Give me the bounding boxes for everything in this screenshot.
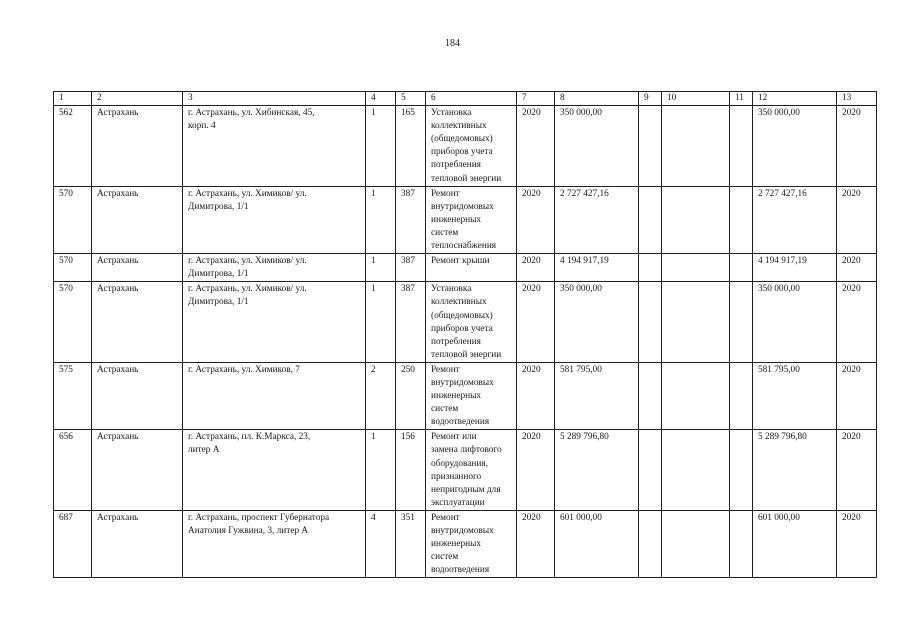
cell-cost-total: 601 000,00: [555, 510, 639, 577]
cell-work-type: Ремонт или замена лифтового оборудования, признанного непригодным для эксплуатации: [426, 430, 517, 511]
column-number: 9: [639, 92, 662, 106]
cell-category: 2: [366, 362, 396, 429]
column-number: 13: [837, 92, 877, 106]
table-row: [54, 282, 877, 363]
cell-municipality: Астрахань: [92, 254, 183, 282]
cell-address: г. Астрахань, ул. Хибинская, 45, корп. 4: [183, 106, 366, 187]
cell-completion-year: 2020: [837, 510, 877, 577]
cell-area: 387: [396, 254, 426, 282]
cell-completion-year: 2020: [837, 106, 877, 187]
cell-category: 1: [366, 106, 396, 187]
cell-row-number: 687: [54, 510, 92, 577]
cell-area: 165: [396, 106, 426, 187]
cell-work-type: Установка коллективных (общедомовых) приборов учета потребления тепловой энергии: [426, 106, 517, 187]
cell-cost-regional: [662, 510, 730, 577]
cell-cost-total: 2 727 427,16: [555, 186, 639, 253]
column-number: 8: [555, 92, 639, 106]
cell-cost-owners: 601 000,00: [753, 510, 837, 577]
cell-address: г. Астрахань, пл. К.Маркса, 23, литер А: [183, 430, 366, 511]
cell-year: 2020: [517, 106, 555, 187]
cell-category: 1: [366, 282, 396, 363]
cell-address: г. Астрахань, ул. Химиков/ ул. Димитрова, 1/1: [183, 282, 366, 363]
cell-municipality: Астрахань: [92, 430, 183, 511]
cell-cost-regional: [662, 282, 730, 363]
column-number: 12: [753, 92, 837, 106]
cell-category: 1: [366, 254, 396, 282]
cell-work-type: Ремонт внутридомовых инженерных систем водоотведения: [426, 510, 517, 577]
cell-cost-total: 350 000,00: [555, 282, 639, 363]
column-number: 10: [662, 92, 730, 106]
column-number: 6: [426, 92, 517, 106]
cell-year: 2020: [517, 362, 555, 429]
column-number: 11: [730, 92, 753, 106]
cell-cost-federal: [639, 254, 662, 282]
cell-cost-owners: 2 727 427,16: [753, 186, 837, 253]
cell-category: 1: [366, 430, 396, 511]
cell-cost-owners: 581 795,00: [753, 362, 837, 429]
cell-cost-regional: [662, 254, 730, 282]
cell-completion-year: 2020: [837, 186, 877, 253]
cell-row-number: 562: [54, 106, 92, 187]
column-number: 5: [396, 92, 426, 106]
cell-category: 1: [366, 186, 396, 253]
cell-cost-local: [730, 186, 753, 253]
cell-completion-year: 2020: [837, 430, 877, 511]
cell-cost-federal: [639, 282, 662, 363]
table-body: [54, 92, 877, 578]
cell-municipality: Астрахань: [92, 510, 183, 577]
column-number: 7: [517, 92, 555, 106]
cell-cost-owners: 350 000,00: [753, 282, 837, 363]
cell-cost-local: [730, 254, 753, 282]
column-number: 2: [92, 92, 183, 106]
column-number: 4: [366, 92, 396, 106]
cell-area: 156: [396, 430, 426, 511]
cell-municipality: Астрахань: [92, 362, 183, 429]
cell-municipality: Астрахань: [92, 106, 183, 187]
cell-cost-local: [730, 282, 753, 363]
page-number: 184: [445, 38, 460, 49]
cell-cost-federal: [639, 430, 662, 511]
table-row: [54, 430, 877, 511]
cell-area: 387: [396, 282, 426, 363]
column-number: 3: [183, 92, 366, 106]
table-row: [54, 254, 877, 282]
cell-cost-federal: [639, 510, 662, 577]
cell-area: 250: [396, 362, 426, 429]
cell-address: г. Астрахань, ул. Химиков, 7: [183, 362, 366, 429]
cell-year: 2020: [517, 282, 555, 363]
cell-cost-owners: 5 289 796,80: [753, 430, 837, 511]
table-row: [54, 106, 877, 187]
cell-municipality: Астрахань: [92, 282, 183, 363]
cell-cost-federal: [639, 362, 662, 429]
cell-work-type: Установка коллективных (общедомовых) приборов учета потребления тепловой энергии: [426, 282, 517, 363]
cell-completion-year: 2020: [837, 362, 877, 429]
cell-cost-regional: [662, 362, 730, 429]
cell-year: 2020: [517, 254, 555, 282]
cell-row-number: 575: [54, 362, 92, 429]
cell-year: 2020: [517, 510, 555, 577]
cell-cost-total: 4 194 917,19: [555, 254, 639, 282]
cell-cost-regional: [662, 430, 730, 511]
cell-year: 2020: [517, 430, 555, 511]
table-row: [54, 362, 877, 429]
cell-work-type: Ремонт внутридомовых инженерных систем водоотведения: [426, 362, 517, 429]
cell-address: г. Астрахань, проспект Губернатора Анатолия Гужвина, 3, литер А: [183, 510, 366, 577]
cell-category: 4: [366, 510, 396, 577]
cell-cost-federal: [639, 106, 662, 187]
table-row: [54, 510, 877, 577]
cell-cost-local: [730, 362, 753, 429]
cell-cost-local: [730, 430, 753, 511]
cell-cost-total: 350 000,00: [555, 106, 639, 187]
cell-cost-regional: [662, 106, 730, 187]
cell-row-number: 570: [54, 186, 92, 253]
cell-area: 351: [396, 510, 426, 577]
column-number: 1: [54, 92, 92, 106]
cell-cost-local: [730, 106, 753, 187]
cell-row-number: 656: [54, 430, 92, 511]
cell-cost-regional: [662, 186, 730, 253]
cell-cost-owners: 4 194 917,19: [753, 254, 837, 282]
cell-work-type: Ремонт внутридомовых инженерных систем теплоснабжения: [426, 186, 517, 253]
cell-year: 2020: [517, 186, 555, 253]
cell-cost-total: 5 289 796,80: [555, 430, 639, 511]
cell-address: г. Астрахань, ул. Химиков/ ул. Димитрова, 1/1: [183, 186, 366, 253]
cell-row-number: 570: [54, 282, 92, 363]
column-number-row: [54, 92, 877, 106]
table-row: [54, 186, 877, 253]
cell-cost-total: 581 795,00: [555, 362, 639, 429]
cell-area: 387: [396, 186, 426, 253]
cell-cost-local: [730, 510, 753, 577]
capital-repair-table: [53, 91, 877, 578]
cell-row-number: 570: [54, 254, 92, 282]
cell-address: г. Астрахань, ул. Химиков/ ул. Димитрова, 1/1: [183, 254, 366, 282]
cell-completion-year: 2020: [837, 254, 877, 282]
cell-municipality: Астрахань: [92, 186, 183, 253]
cell-completion-year: 2020: [837, 282, 877, 363]
cell-cost-federal: [639, 186, 662, 253]
cell-work-type: Ремонт крыши: [426, 254, 517, 282]
cell-cost-owners: 350 000,00: [753, 106, 837, 187]
